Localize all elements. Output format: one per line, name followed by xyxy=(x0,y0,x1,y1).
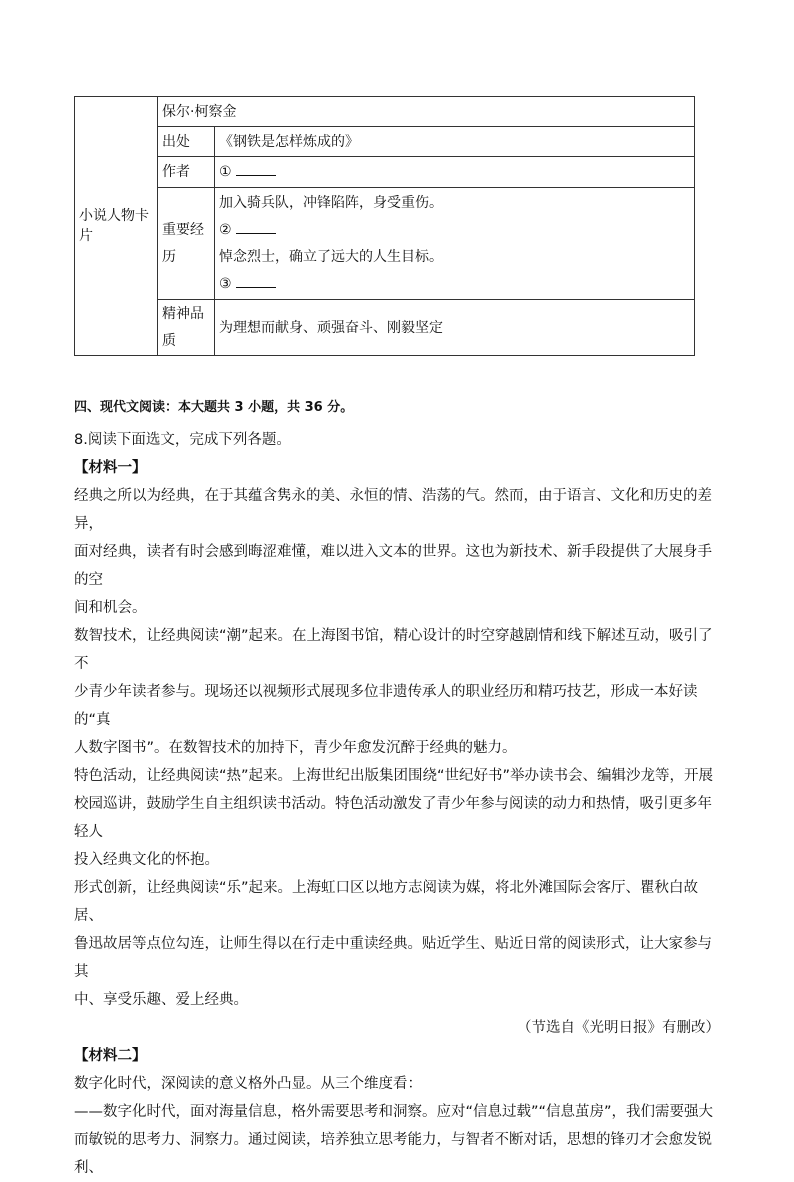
blank-number-3: ③ xyxy=(219,275,232,292)
paragraph-line: 形式创新，让经典阅读“乐”起来。上海虹口区以地方志阅读为媒，将北外滩国际会客厅、瞿秋白故居、 xyxy=(74,880,699,924)
character-name: 保尔·柯察金 xyxy=(158,97,695,127)
reading-body xyxy=(74,426,720,1182)
paragraph-line: 经典之所以为经典，在于其蕴含隽永的美、永恒的情、浩荡的气。然而，由于语言、文化和历史的差异， xyxy=(74,488,712,532)
section-title: 四、现代文阅读：本大题共 3 小题，共 36 分。 xyxy=(74,400,354,415)
answer-blank-line[interactable] xyxy=(236,221,276,234)
author-answer-blank xyxy=(215,157,695,188)
paragraph-line: 特色活动，让经典阅读“热”起来。上海世纪出版集团围绕“世纪好书”举办读书会、编辑沙龙等，开展 xyxy=(74,768,714,784)
paragraph-line: 投入经典文化的怀抱。 xyxy=(74,852,219,868)
blank-number-2: ② xyxy=(219,221,232,238)
answer-blank-line[interactable] xyxy=(236,275,276,288)
experience-label: 重要经历 xyxy=(158,188,215,300)
blank-number-1: ① xyxy=(219,164,232,180)
experience-line-4 xyxy=(219,271,690,298)
question-prompt: 8.阅读下面选文，完成下列各题。 xyxy=(74,432,291,448)
paragraph-line: 少青少年读者参与。现场还以视频形式展现多位非遗传承人的职业经历和精巧技艺，形成一本好读的“真 xyxy=(74,684,698,728)
spirit-label: 精神品质 xyxy=(158,300,215,356)
source-label: 出处 xyxy=(158,127,215,157)
character-card-table xyxy=(74,96,695,356)
paragraph-line: 数智技术，让经典阅读“潮”起来。在上海图书馆，精心设计的时空穿越剧情和线下解述互动，吸引了不 xyxy=(74,628,713,672)
experience-line-1: 加入骑兵队，冲锋陷阵，身受重伤。 xyxy=(219,194,443,211)
experience-value xyxy=(215,188,695,300)
paragraph-line: 而敏锐的思考力、洞察力。通过阅读，培养独立思考能力，与智者不断对话，思想的锋刃才会愈发锐利、 xyxy=(74,1132,712,1176)
paragraph-line: ——数字化时代，面对海量信息，格外需要思考和洞察。应对“信息过载”“信息茧房”，我们需要强大 xyxy=(74,1104,714,1120)
material-1-title: 【材料一】 xyxy=(74,460,147,476)
author-label: 作者 xyxy=(158,157,215,188)
paragraph-line: 面对经典，读者有时会感到晦涩难懂，难以进入文本的世界。这也为新技术、新手段提供了大展身手的空 xyxy=(74,544,712,588)
paragraph-line: 间和机会。 xyxy=(74,600,147,616)
paragraph-line: 中、享受乐趣、爱上经典。 xyxy=(74,992,248,1008)
paragraph-line: 数字化时代，深阅读的意义格外凸显。从三个维度看： xyxy=(74,1076,422,1092)
paragraph-line: 人数字图书”。在数智技术的加持下，青少年愈发沉醉于经典的魅力。 xyxy=(74,740,517,756)
paragraph-line: 校园巡讲，鼓励学生自主组织读书活动。特色活动激发了青少年参与阅读的动力和热情，吸引更多年轻人 xyxy=(74,796,712,840)
paragraph-line: 鲁迅故居等点位勾连，让师生得以在行走中重读经典。贴近学生、贴近日常的阅读形式，让大家参与其 xyxy=(74,936,712,980)
source-value: 《钢铁是怎样炼成的》 xyxy=(215,127,695,157)
spirit-value: 为理想而献身、顽强奋斗、刚毅坚定 xyxy=(215,300,695,356)
source-citation: （节选自《光明日报》有删改） xyxy=(517,1020,720,1036)
experience-line-3: 悼念烈士，确立了远大的人生目标。 xyxy=(219,248,443,265)
answer-blank-line[interactable] xyxy=(236,163,276,176)
card-row-header: 小说人物卡片 xyxy=(75,97,158,356)
experience-line-2 xyxy=(219,217,690,244)
material-2-title: 【材料二】 xyxy=(74,1048,147,1064)
